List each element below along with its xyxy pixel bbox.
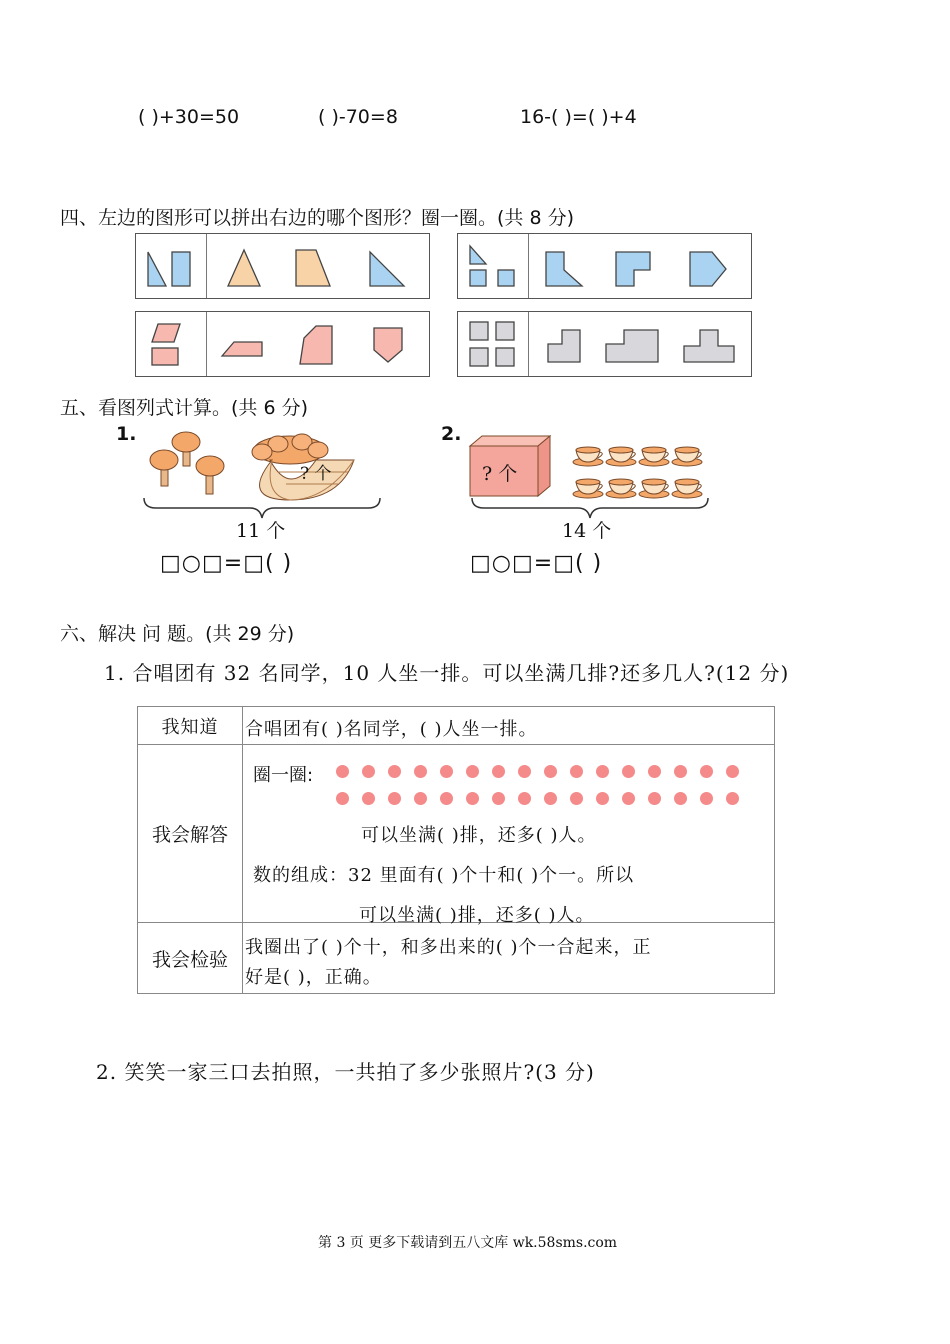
cup-icon [573,447,603,466]
dot[interactable] [518,792,531,805]
circle-prompt: 圈一圈: [253,765,314,786]
dot[interactable] [414,792,427,805]
question-1: 1. 合唱团有 32 名同学，10 人坐一排。可以坐满几排?还多几人?(12 分) [104,661,790,685]
equation-2: ( )-70=8 [318,106,398,128]
equation-1: ( )+30=50 [138,106,240,128]
dot[interactable] [336,792,349,805]
dot[interactable] [518,765,531,778]
dot[interactable] [544,792,557,805]
check-cell[interactable] [243,923,775,994]
dot[interactable] [570,792,583,805]
dot[interactable] [388,765,401,778]
shape-panel-4[interactable] [457,311,752,377]
problem-2-formula[interactable]: □○□=□( ) [470,551,603,576]
dot[interactable] [336,765,349,778]
shape-panel-3[interactable] [135,311,430,377]
section-5-heading: 五、看图列式计算。(共 6 分) [60,397,308,419]
dot[interactable] [362,792,375,805]
problem-1-number: 1. [116,423,137,445]
section-6-heading: 六、解决 问 题。(共 29 分) [60,623,295,645]
section-4-heading: 四、左边的图形可以拼出右边的哪个图形？圈一圈。(共 8 分) [60,207,574,229]
check-label: 我会检验 [138,923,243,994]
panel-3-shapes [136,312,429,376]
solve-cell [243,745,775,926]
problem-2-number: 2. [441,423,462,445]
dot[interactable] [726,765,739,778]
solve-label: 我会解答 [138,745,243,923]
problem-1-formula[interactable]: □○□=□( ) [160,551,293,576]
dot[interactable] [570,765,583,778]
dot[interactable] [440,792,453,805]
mushroom-icon [196,456,224,494]
solve-line-2[interactable]: 数的组成：32 里面有( )个十和( )个一。所以 [253,865,635,886]
mushroom-icon [150,450,178,486]
dot[interactable] [440,765,453,778]
dot[interactable] [674,765,687,778]
equation-3: 16-( )=( )+4 [520,106,637,128]
cup-icon [672,447,702,466]
dot[interactable] [544,765,557,778]
panel-4-shapes [458,312,751,376]
dot[interactable] [596,792,609,805]
dot[interactable] [492,765,505,778]
know-label: 我知道 [138,707,243,745]
dot[interactable] [648,765,661,778]
dot[interactable] [622,765,635,778]
box-unknown-label: ? 个 [482,463,518,485]
shape-panel-1[interactable] [135,233,430,299]
basket-unknown-label: ? 个 [300,464,332,484]
question-2: 2. 笑笑一家三口去拍照，一共拍了多少张照片?(3 分) [96,1060,595,1084]
dot[interactable] [726,792,739,805]
dot[interactable] [492,792,505,805]
dot[interactable] [622,792,635,805]
dot[interactable] [466,765,479,778]
shape-panel-2[interactable] [457,233,752,299]
check-line-2: 好是( )，正确。 [245,967,382,988]
panel-2-shapes [458,234,751,298]
solve-line-3[interactable]: 可以坐满( )排，还多( )人。 [359,905,595,926]
dot[interactable] [700,792,713,805]
problem-1-total: 11 个 [236,520,286,542]
problem-2-total: 14 个 [562,520,612,542]
cup-icon [606,447,636,466]
dot[interactable] [596,765,609,778]
page-footer: 第 3 页 更多下载请到五八文库 wk.58sms.com [318,1235,618,1251]
dot[interactable] [362,765,375,778]
dot[interactable] [648,792,661,805]
check-line-1: 我圈出了( )个十，和多出来的( )个一合起来，正 [245,937,652,958]
solution-table [137,706,775,994]
know-text[interactable]: 合唱团有( )名同学，( )人坐一排。 [243,707,775,745]
dot[interactable] [414,765,427,778]
solve-line-1[interactable]: 可以坐满( )排，还多( )人。 [361,825,597,846]
dot-array[interactable] [243,745,773,825]
dot[interactable] [700,765,713,778]
dot[interactable] [674,792,687,805]
dot[interactable] [388,792,401,805]
dot[interactable] [466,792,479,805]
panel-1-shapes [136,234,429,298]
cup-icon [639,447,669,466]
